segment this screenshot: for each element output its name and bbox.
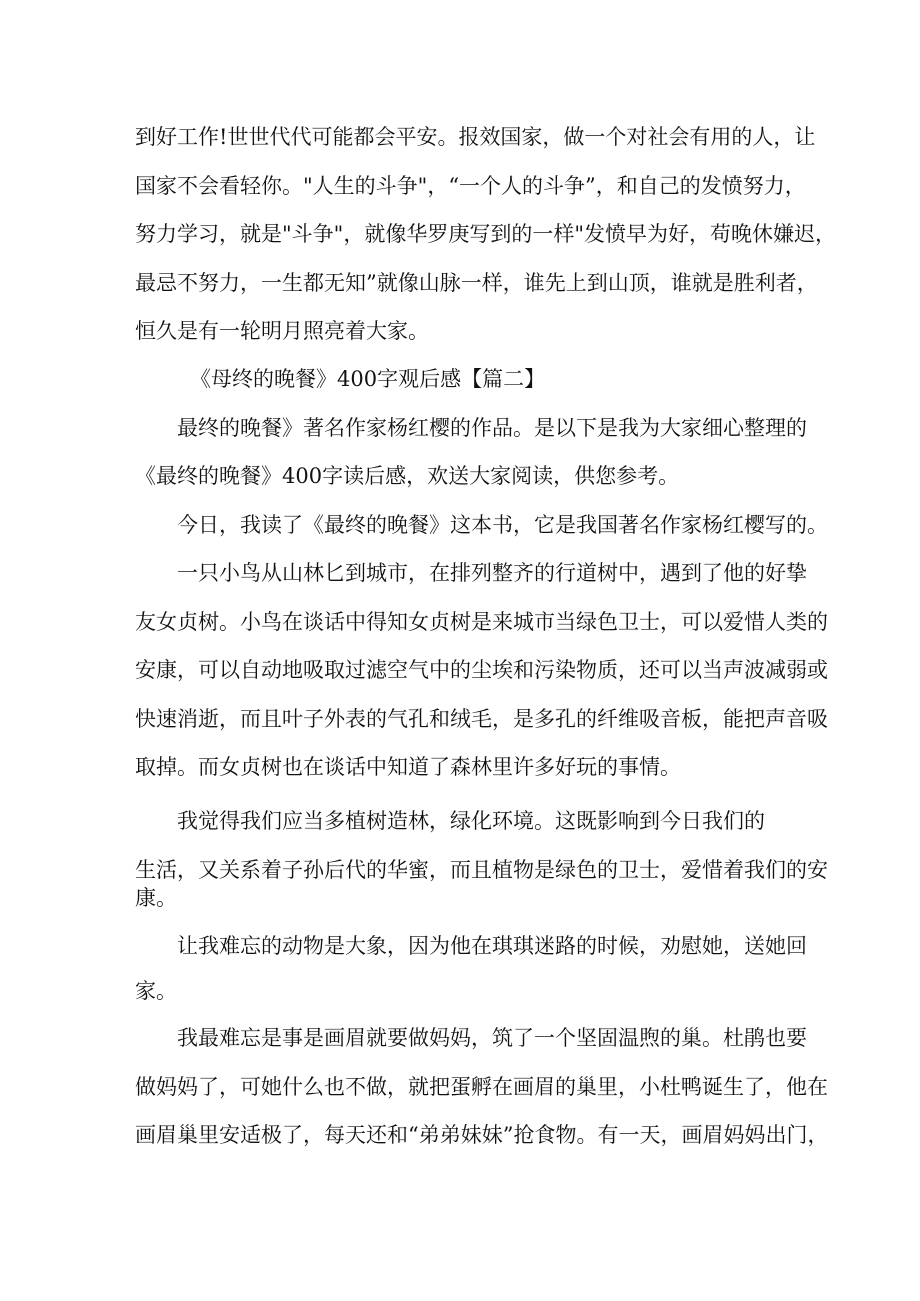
paragraph-line: 画眉巢里安适极了，每天还和“弟弟妹妹”抢食物。有一天，画眉妈妈出门， [135,1123,829,1147]
paragraph-line: 努力学习，就是"斗争"，就像华罗庚写到的一样"发愤早为好，苟晚休嫌迟， [135,222,836,246]
paragraph-line: 我最难忘是事是画眉就要做妈妈，筑了一个坚固温煦的巢。杜鹃也要 [177,1026,807,1050]
paragraph-line: 快速消逝，而且叶子外表的气孔和绒毛，是多孔的纤维吸音板，能把声音吸 [135,707,828,731]
paragraph-line: 生活，又关系着子孙后代的华蜜，而且植物是绿色的卫士，爱惜着我们的安 [135,858,828,882]
paragraph-line: 让我难忘的动物是大象，因为他在琪琪迷路的时候，劝慰她，送她回 [177,934,807,958]
paragraph-line: 我觉得我们应当多植树造林，绿化环境。这既影响到今日我们的 [177,809,765,833]
paragraph-line: 康。 [135,886,177,910]
paragraph-line: 家。 [135,979,177,1003]
paragraph-line: 国家不会看轻你。"人生的斗争"，“一个人的斗争”，和自己的发愤努力， [135,174,806,198]
paragraph-line: 一只小鸟从山林匕到城市，在排列整齐的行道树中，遇到了他的好挚 [177,561,807,585]
paragraph-line: 做妈妈了，可她什么也不做，就把蛋孵在画眉的巢里，小杜鸭诞生了，他在 [135,1075,828,1099]
paragraph-line: 最终的晚餐》著名作家杨红樱的作品。是以下是我为大家细心整理的 [177,416,807,440]
paragraph-line: 到好工作!世世代代可能都会平安。报效国家，做一个对社会有用的人，让 [135,125,816,149]
paragraph-line: 最忌不努力，一生都无知”就像山脉一样，谁先上到山顶，谁就是胜利者， [135,271,818,295]
paragraph-line: 友女贞树。小鸟在谈话中得知女贞树是来城市当绿色卫士，可以爱惜人类的 [135,610,828,634]
paragraph-line: 恒久是有一轮明月照亮着大家。 [135,319,429,343]
paragraph-line: 《最终的晚餐》400字读后感，欢送大家阅读，供您参考。 [135,464,680,488]
paragraph-line: 今日，我读了《最终的晚餐》这本书，它是我国著名作家杨红樱写的。 [177,513,828,537]
paragraph-line: 取掉。而女贞树也在谈话中知道了森林里许多好玩的事情。 [135,755,681,779]
section-heading: 《母终的晚餐》400字观后感【篇二】 [190,367,546,391]
paragraph-line: 安康，可以自动地吸取过滤空气中的尘埃和污染物质，还可以当声波减弱或 [135,658,828,682]
